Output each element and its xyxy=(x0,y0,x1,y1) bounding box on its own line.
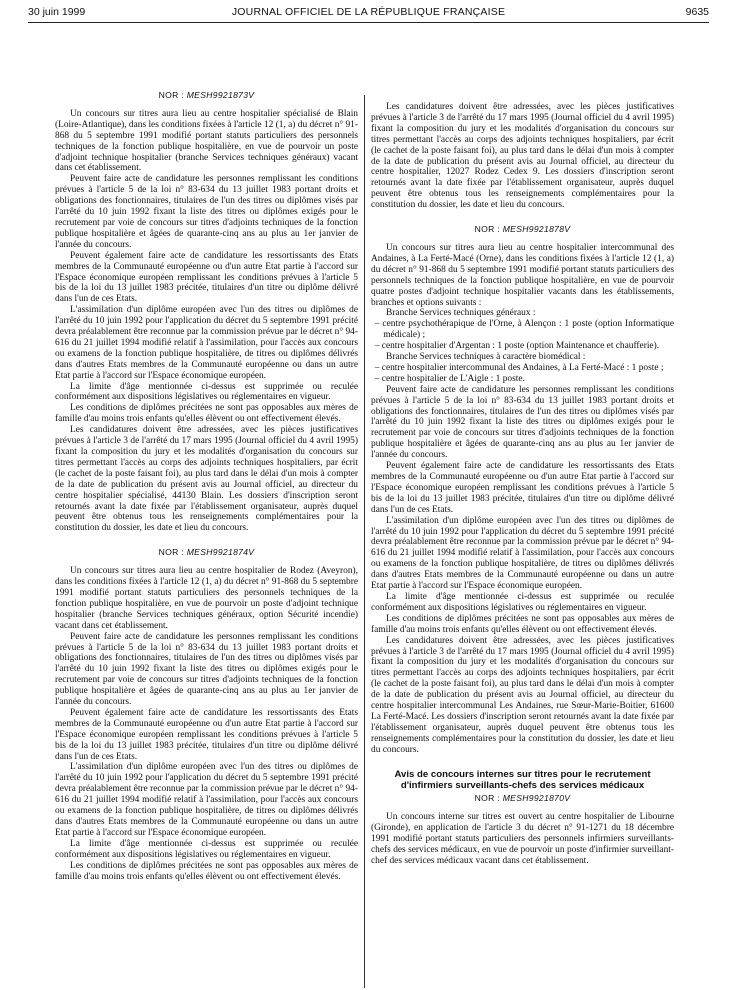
nor-reference xyxy=(55,547,358,558)
column-divider xyxy=(364,95,365,988)
paragraph: Les candidatures doivent être adressées, avec les pièces justificatives prévues à l'article 3 de l'arrêté du 17 mars 1995 (Journal officiel du 4 avril 1995) fixant la composition du jury et les modalités d'organisation du concours sur titres permettant l'accès au corps des adjoints techniques hospitaliers, par écrit (le cachet de la poste faisant foi), au plus tard dans le délai d'un mois à compter de la date de publication du présent avis au Journal officiel, au directeur du centre hospitalier intercommunal Les Andaines, rue Sœur-Marie-Boitier, 61600 La Ferté-Macé. Les dossiers d'inscription seront retournés avant la date fixée par l'établissement organisateur, auprès duquel peuvent être obtenus tous les renseignements complémentaires pour la constitution du dossier, les date et lieu du concours. xyxy=(371,635,674,755)
paragraph: L'assimilation d'un diplôme européen avec l'un des titres ou diplômes de l'arrêté du 10 juin 1992 pour l'application du décret du 5 septembre 1991 précité devra préalablement être reconnue par la commission prévue par le décret n° 94-616 du 21 juillet 1994 modifié relatif à l'assimilation, pour l'accès aux concours ou examens de la fonction publique hospitalière, de titres ou diplômes délivrés dans d'autres Etats membres de la Communauté européenne ou dans un autre Etat partie à l'accord sur l'Espace économique européen. xyxy=(55,305,358,381)
branch-list xyxy=(371,319,674,352)
list-item: – centre hospitalier d'Argentan : 1 poste (option Maintenance et chaufferie). xyxy=(374,341,660,352)
header-page-number: 9635 xyxy=(685,6,709,18)
running-header xyxy=(28,4,709,20)
header-rule xyxy=(28,22,709,23)
paragraph: Peuvent également faire acte de candidature les ressortissants des Etats membres de la Communauté européenne ou d'un autre Etat partie à l'accord sur l'Espace économique européen remplissant les conditions prévues à l'article 5 bis de la loi du 13 juillet 1983 précitée, titulaires d'un titre ou diplôme délivré dans l'un de ces Etats. xyxy=(55,250,358,305)
list-item: – centre hospitalier intercommunal des Andaines, à La Ferté-Macé : 1 poste ; xyxy=(374,362,664,373)
nor-code: MESH9921874V xyxy=(186,547,255,558)
nor-label: NOR : xyxy=(158,547,185,558)
section-heading: Avis de concours internes sur titres pour le recrutement d'infirmiers surveillants-chefs des services médicaux xyxy=(394,768,651,791)
paragraph: Peuvent également faire acte de candidature les ressortissants des Etats membres de la Communauté européenne ou d'un autre Etat partie à l'accord sur l'Espace économique européen remplissant les conditions prévues à l'article 5 bis de la loi du 13 juillet 1983 précitée, titulaires d'un titre ou diplôme délivré dans l'un de ces Etats. xyxy=(55,707,358,762)
nor-code: MESH9921873V xyxy=(186,90,255,100)
paragraph: Un concours sur titres aura lieu au centre hospitalier de Rodez (Aveyron), dans les conditions fixées à l'article 12 (1, a) du décret n° 91-868 du 5 septembre 1991 modifié portant statuts particuliers des personnels techniques de la fonction publique hospitalière, en vue de pourvoir un poste d'adjoint technique hospitalier (branche Services techniques généraux, option Sécurité incendie) vacant dans cet établissement. xyxy=(55,566,358,631)
paragraph: Un concours interne sur titres est ouvert au centre hospitalier de Libourne (Gironde), en application de l'article 3 du décret n° 91-1271 du 18 décembre 1991 modifié portant statuts particuliers des personnels infirmiers surveillants-chefs des services médicaux, en vue de pourvoir un poste d'infirmier surveillant-chef des services médicaux vacant dans cet établissement. xyxy=(371,811,674,866)
right-column xyxy=(371,102,674,866)
nor-label: NOR : xyxy=(474,224,501,235)
nor-reference xyxy=(55,90,358,101)
paragraph: Peuvent également faire acte de candidature les ressortissants des Etats membres de la Communauté européenne ou d'un autre Etat partie à l'accord sur l'Espace économique européen remplissant les conditions prévues à l'article 5 bis de la loi du 13 juillet 1983 précitée, titulaires d'un titre ou diplôme délivré dans l'un de ces Etats. xyxy=(371,461,674,515)
paragraph: La limite d'âge mentionnée ci-dessus est supprimée ou reculée conformément aux dispositions législatives ou réglementaires en vigueur. xyxy=(371,591,674,613)
paragraph: La limite d'âge mentionnée ci-dessus est supprimée ou reculée conformément aux dispositions législatives ou réglementaires en vigueur. xyxy=(55,381,358,403)
branch-list xyxy=(371,363,674,385)
paragraph: Les candidatures doivent être adressées, avec les pièces justificatives prévues à l'article 3 de l'arrêté du 17 mars 1995 (Journal officiel du 4 avril 1995) fixant la composition du jury et les modalités d'organisation du concours sur titres permettant l'accès au corps des adjoints techniques hospitaliers, par écrit (le cachet de la poste faisant foi), au plus tard dans le délai d'un mois à compter de la date de publication du présent avis au Journal officiel, au directeur du centre hospitalier, 12027 Rodez Cedex 9. Les dossiers d'inscription seront retournés avant la date fixée par l'établissement organisateur, auprès duquel peuvent être obtenus tous les renseignements complémentaires pour la constitution du dossier, les date et lieu du concours. xyxy=(371,102,674,211)
branch-heading: Branche Services techniques généraux : xyxy=(386,308,536,319)
list-item: – centre hospitalier de L'Aigle : 1 poste. xyxy=(374,373,525,384)
paragraph: L'assimilation d'un diplôme européen avec l'un des titres ou diplômes de l'arrêté du 10 juin 1992 pour l'application du décret du 5 septembre 1991 précité devra préalablement être reconnue par la commission prévue par le décret n° 94-616 du 21 juillet 1994 modifié relatif à l'assimilation, pour l'accès aux concours ou examens de la fonction publique hospitalière, de titres ou diplômes délivrés dans d'autres Etats membres de la Communauté européenne ou dans un autre Etat partie à l'accord sur l'Espace économique européen. xyxy=(371,515,674,592)
branch-heading: Branche Services techniques à caractère biomédical : xyxy=(386,352,586,363)
nor-reference xyxy=(371,793,674,804)
nor-code: MESH9921878V xyxy=(502,224,571,235)
paragraph: Peuvent faire acte de candidature les personnes remplissant les conditions prévues à l'article 5 de la loi n° 83-634 du 13 juillet 1983 portant droits et obligations des fonctionnaires, titulaires de l'un des titres ou diplômes visés par l'arrêté du 10 juin 1992 fixant la liste des titres ou diplômes exigés pour le recrutement par voie de concours sur titres d'adjoints techniques de la fonction publique hospitalière et âgées de quarante-cinq ans au plus au 1er janvier de l'année du concours. xyxy=(371,384,674,461)
paragraph: L'assimilation d'un diplôme européen avec l'un des titres ou diplômes de l'arrêté du 10 juin 1992 pour l'application du décret du 5 septembre 1991 précité devra préalablement être reconnue par la commission prévue par le décret n° 94-616 du 21 juillet 1994 modifié relatif à l'assimilation, pour l'accès aux concours ou examens de la fonction publique hospitalière, de titres ou diplômes délivrés dans d'autres Etats membres de la Communauté européenne ou dans un autre Etat partie à l'accord sur l'Espace économique européen. xyxy=(55,762,358,838)
paragraph: Peuvent faire acte de candidature les personnes remplissant les conditions prévues à l'article 5 de la loi n° 83-634 du 13 juillet 1983 portant droits et obligations des fonctionnaires, titulaires de l'un des titres ou diplômes visés par l'arrêté du 10 juin 1992 fixant la liste des titres ou diplômes exigés pour le recrutement par voie de concours sur titres d'adjoints techniques de la fonction publique hospitalière et âgées de quarante-cinq ans au plus au 1er janvier de l'année du concours. xyxy=(55,631,358,708)
nor-reference xyxy=(371,224,674,235)
paragraph: La limite d'âge mentionnée ci-dessus est supprimée ou reculée conformément aux dispositions législatives ou réglementaires en vigueur. xyxy=(55,838,358,860)
paragraph: Un concours sur titres aura lieu au centre hospitalier intercommunal des Andaines, à La Ferté-Macé (Orne), dans les conditions fixées à l'article 12 (1, a) du décret n° 91-868 du 5 septembre 1991 modifié portant statuts particuliers des personnels techniques de la fonction publique hospitalière, en vue de pourvoir quatre postes d'adjoint technique hospitalier vacants dans les établissements, branches et options suivants : xyxy=(371,242,674,308)
paragraph: Peuvent faire acte de candidature les personnes remplissant les conditions prévues à l'article 5 de la loi n° 83-634 du 13 juillet 1983 portant droits et obligations des fonctionnaires, titulaires de l'un des titres ou diplômes visés par l'arrêté du 10 juin 1992 fixant la liste des titres ou diplômes exigés pour le recrutement par voie de concours sur titres d'adjoints techniques de la fonction publique hospitalière et âgées de quarante-cinq ans au plus au 1er janvier de l'année du concours. xyxy=(55,174,358,250)
nor-label: NOR : xyxy=(158,90,185,100)
paragraph: Les conditions de diplômes précitées ne sont pas opposables aux mères de famille d'au moins trois enfants qu'elles élèvent ou ont effectivement élevés. xyxy=(371,613,674,635)
nor-code: MESH9921870V xyxy=(502,792,571,803)
header-journal-title: JOURNAL OFFICIEL DE LA RÉPUBLIQUE FRANÇAISE xyxy=(231,6,506,18)
header-date: 30 juin 1999 xyxy=(28,6,86,18)
paragraph: Un concours sur titres aura lieu au centre hospitalier spécialisé de Blain (Loire-Atlantique), dans les conditions fixées à l'article 12 (1, a) du décret n° 91-868 du 5 septembre 1991 modifié portant statuts particuliers des personnels techniques de la fonction publique hospitalière, en vue de pourvoir un poste d'adjoint technique hospitalier (branche Services techniques généraux) vacant dans cet établissement. xyxy=(55,108,358,174)
paragraph: Les conditions de diplômes précitées ne sont pas opposables aux mères de famille d'au moins trois enfants qu'elles élèvent ou ont effectivement élevés. xyxy=(55,403,358,425)
paragraph: Les conditions de diplômes précitées ne sont pas opposables aux mères de famille d'au moins trois enfants qu'elles élèvent ou ont effectivement élevés. xyxy=(55,860,358,882)
paragraph: Les candidatures doivent être adressées, avec les pièces justificatives prévues à l'article 3 de l'arrêté du 17 mars 1995 (Journal officiel du 4 avril 1995) fixant la composition du jury et les modalités d'organisation du concours sur titres permettant l'accès au corps des adjoints techniques hospitaliers, par écrit (le cachet de la poste faisant foi), au plus tard dans le délai d'un mois à compter de la date de publication du présent avis au Journal officiel, au directeur du centre hospitalier spécialisé, 44130 Blain. Les dossiers d'inscription seront retournés avant la date fixée par l'établissement organisateur, auprès duquel peuvent être obtenus tous les renseignements complémentaires pour la constitution du dossier, les date et lieu du concours. xyxy=(55,425,358,534)
list-item: – centre psychothérapique de l'Orne, à Alençon : 1 poste (option Informatique médicale) ; xyxy=(374,319,674,341)
nor-label: NOR : xyxy=(474,792,501,803)
left-column xyxy=(55,90,358,882)
